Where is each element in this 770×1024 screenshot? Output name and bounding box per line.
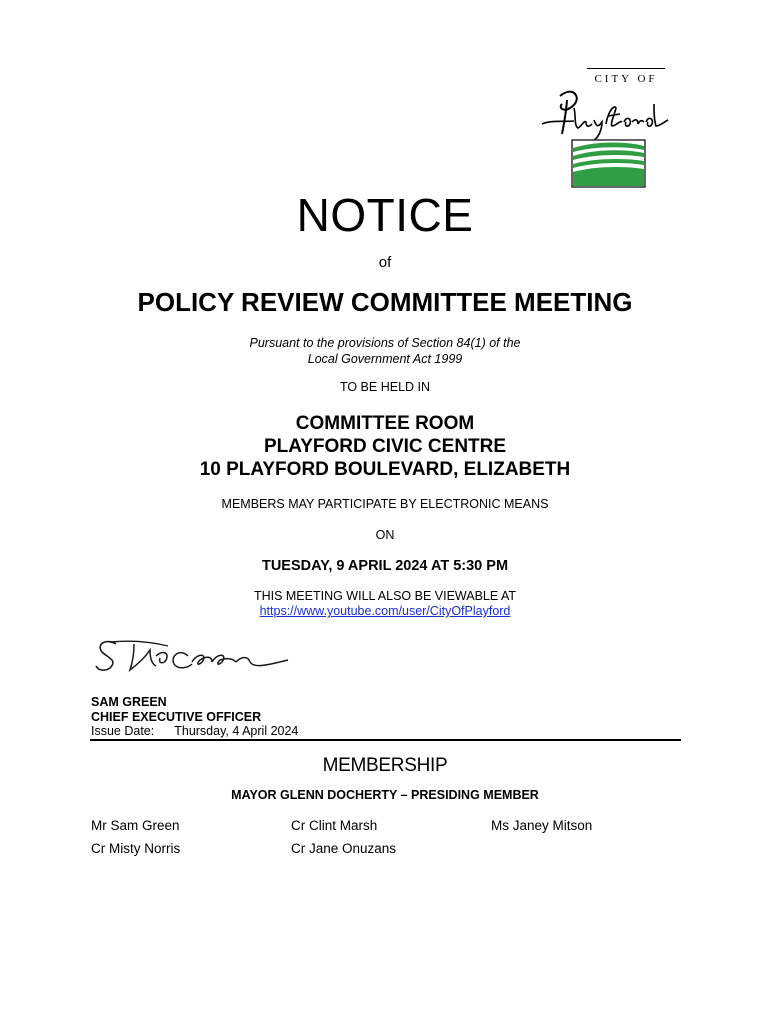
member-item: Ms Janey Mitson (491, 818, 593, 833)
city-of-playford-logo (540, 68, 680, 190)
member-item: Cr Misty Norris (91, 841, 181, 856)
venue-block (0, 412, 770, 481)
on-text: ON (375, 528, 395, 542)
ceo-signature (92, 634, 292, 678)
venue-line-3: 10 PLAYFORD BOULEVARD, ELIZABETH (199, 459, 571, 480)
pursuant-statement (0, 335, 770, 367)
viewable-text: THIS MEETING WILL ALSO BE VIEWABLE AT (253, 589, 517, 603)
logo-city-of-text: CITY OF (594, 73, 658, 85)
pursuant-line-1: Pursuant to the provisions of Section 84(1) of the (249, 336, 521, 350)
membership-heading: MEMBERSHIP (322, 755, 448, 776)
presiding-member: MAYOR GLENN DOCHERTY – PRESIDING MEMBER (231, 788, 539, 802)
pursuant-line-2: Local Government Act 1999 (307, 352, 463, 366)
officer-block (91, 695, 261, 725)
officer-title: CHIEF EXECUTIVE OFFICER (91, 710, 262, 724)
issue-date-value: Thursday, 4 April 2024 (174, 724, 299, 738)
officer-name: SAM GREEN (91, 695, 167, 709)
issue-date-label: Issue Date: (91, 724, 155, 738)
of-text: of (378, 254, 392, 271)
issue-date-line (91, 724, 298, 738)
member-item: Mr Sam Green (91, 818, 180, 833)
member-item: Cr Clint Marsh (291, 818, 378, 833)
member-item: Cr Jane Onuzans (291, 841, 397, 856)
viewable-block (0, 589, 770, 619)
playford-logo-mark (540, 86, 680, 190)
meeting-title: POLICY REVIEW COMMITTEE MEETING (137, 287, 633, 317)
meeting-datetime: TUESDAY, 9 APRIL 2024 AT 5:30 PM (261, 558, 509, 574)
held-in-text: TO BE HELD IN (339, 380, 431, 394)
notice-title: NOTICE (296, 189, 474, 241)
logo-rule (587, 68, 665, 69)
participate-text: MEMBERS MAY PARTICIPATE BY ELECTRONIC MEANS (221, 497, 549, 511)
youtube-link[interactable]: https://www.youtube.com/user/CityOfPlayford (259, 604, 511, 618)
section-divider (90, 739, 681, 741)
venue-line-1: COMMITTEE ROOM (295, 413, 475, 434)
venue-line-2: PLAYFORD CIVIC CENTRE (263, 436, 507, 457)
